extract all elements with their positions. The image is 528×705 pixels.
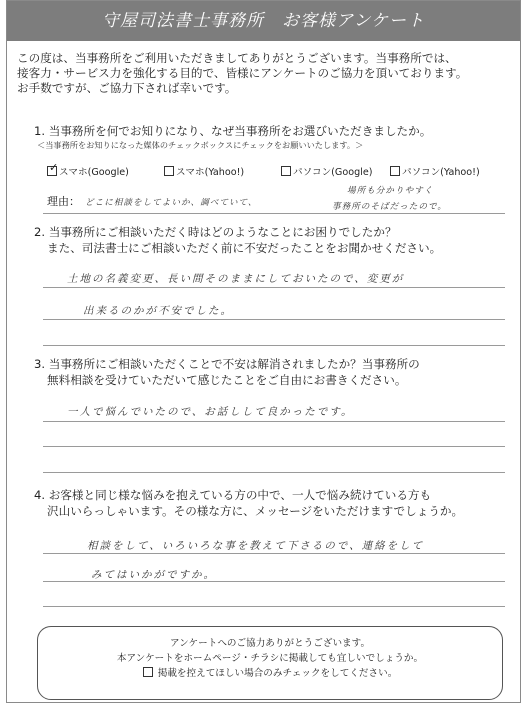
q2-title-line-1: 2. 当事務所にご相談いただく時はどのようなことにお困りでしたか？ bbox=[34, 225, 397, 239]
survey-header bbox=[7, 1, 520, 41]
checkbox-icon[interactable] bbox=[164, 166, 174, 176]
answer-rule bbox=[43, 581, 505, 582]
answer-rule bbox=[43, 606, 505, 607]
answer-rule bbox=[43, 319, 505, 320]
q2-answer-line-1: 土地の名義変更、長い間そのままにしておいたので、変更が bbox=[67, 273, 405, 285]
intro-text bbox=[17, 51, 517, 96]
footer-question: 本アンケートをホームページ・チラシに掲載しても宜しいでしょうか。 bbox=[116, 653, 424, 664]
answer-rule bbox=[43, 287, 505, 288]
reason-answer-line-2: 場所も分かりやすく bbox=[347, 186, 434, 196]
answer-rule bbox=[43, 213, 505, 214]
q4-answer-line-2: みてはいかがですか。 bbox=[91, 569, 216, 581]
q4-title-line-1: 4. お客様と同じ様な悩みを抱えている方の中で、一人で悩み続けている方も bbox=[34, 488, 432, 502]
q4-title bbox=[34, 487, 512, 519]
q3-title-line-1: 3. 当事務所にご相談いただくことで不安は解消されましたか？当事務所の bbox=[34, 357, 420, 371]
option-smartphone-yahoo[interactable]: スマホ(Yahoo!) bbox=[164, 164, 244, 178]
q3-answer-line-1: 一人で悩んでいたので、お話しして良かったです。 bbox=[67, 406, 354, 418]
option-smartphone-google[interactable]: ✓ スマホ(Google) bbox=[49, 161, 129, 178]
footer-opt-out[interactable] bbox=[38, 666, 502, 681]
q1-title: 1. 当事務所を何でお知りになり、なぜ当事務所をお選びいただきましたか。 bbox=[34, 124, 432, 138]
q4-answer-line-1: 相談をして、いろいろな事を教えて下さるので、連絡をして bbox=[87, 540, 425, 552]
answer-rule bbox=[43, 472, 505, 473]
checkbox-icon[interactable] bbox=[281, 166, 291, 176]
footer-opt-out-label: 掲載を控えてほしい場合のみチェックをしてください。 bbox=[157, 668, 398, 679]
survey-title: 守屋司法書士事務所 お客様アンケート bbox=[102, 11, 425, 31]
intro-line-2: 接客力・サービス力を強化する目的で、皆様にアンケートのご協力を頂いております。 bbox=[17, 66, 468, 80]
q3-title bbox=[34, 356, 512, 388]
survey-sheet bbox=[6, 0, 521, 703]
q1-note: ＜当事務所をお知りになった媒体のチェックボックスにチェックをお願いいたします。＞ bbox=[37, 140, 364, 150]
answer-rule bbox=[43, 553, 505, 554]
q2-answer-line-2: 出来るのかが不安でした。 bbox=[83, 305, 233, 317]
q4-title-line-2: 沢山いらっしゃいます。その様な方に、メッセージをいただけますでしょうか。 bbox=[47, 504, 464, 518]
reason-label: 理由： bbox=[47, 195, 80, 208]
answer-rule bbox=[43, 421, 505, 422]
footer-thanks: アンケートへのご協力ありがとうございます。 bbox=[169, 638, 371, 649]
q2-title-line-2: また、司法書士にご相談いただく前に不安だったことをお聞かせください。 bbox=[47, 241, 442, 255]
intro-line-1: この度は、当事務所をご利用いただきましてありがとうございます。当事務所では、 bbox=[17, 51, 457, 65]
answer-rule bbox=[43, 446, 505, 447]
checkbox-icon[interactable] bbox=[143, 667, 153, 677]
q3-title-line-2: 無料相談を受けていただいて感じたことをご自由にお書きください。 bbox=[47, 373, 407, 387]
checkbox-icon[interactable] bbox=[390, 166, 400, 176]
reason-answer-line-1: どこに相談をしてよいか、調べていて、 bbox=[85, 198, 258, 208]
option-pc-yahoo[interactable]: パソコン(Yahoo!) bbox=[390, 164, 480, 178]
intro-line-3: お手数ですが、ご協力下されば幸いです。 bbox=[17, 81, 237, 95]
option-pc-google[interactable]: パソコン(Google) bbox=[281, 164, 373, 178]
reason-answer-line-3: 事務所のそばだったので。 bbox=[332, 202, 447, 212]
answer-rule bbox=[43, 345, 505, 346]
q2-title bbox=[34, 224, 512, 256]
checkbox-checked-icon[interactable]: ✓ bbox=[49, 161, 59, 174]
publication-consent-box bbox=[37, 626, 503, 700]
